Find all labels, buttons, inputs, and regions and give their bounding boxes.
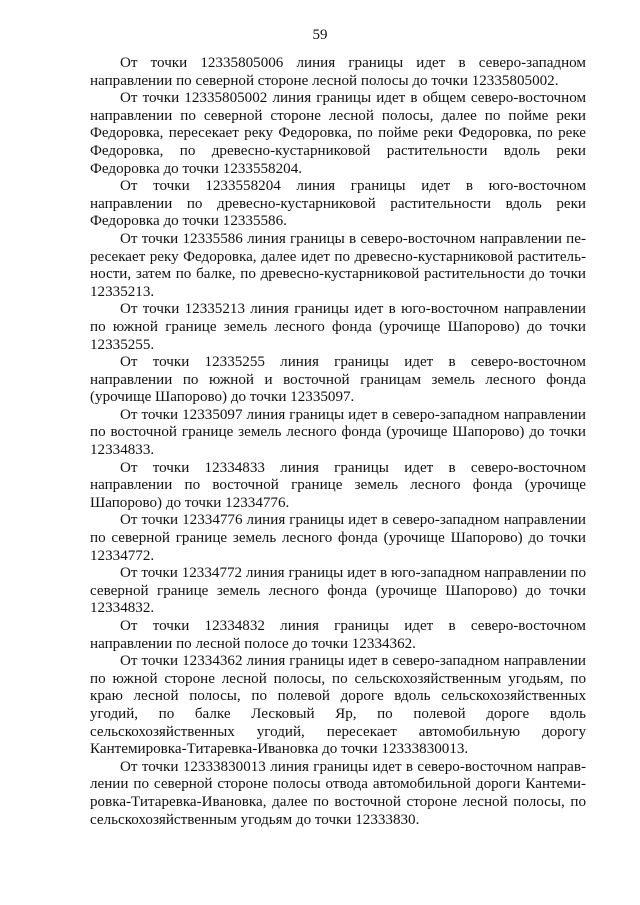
page-number: 59 bbox=[312, 27, 328, 43]
paragraph: От точки 12334832 линия границы идет в северо-восточном направлении по лесной полосе до точки 12334362. bbox=[90, 618, 586, 652]
paragraph: От точки 12333830013 линия границы идет в северо-восточном направлении по северной стороне полосы отвода автомобильной дороги Кантемировка-Титаревка-Ивановка, далее по восточной стороне лесной полосы, по сельскохозяйственным угодьям до точки 12333830. bbox=[90, 758, 586, 828]
paragraph: От точки 12335213 линия границы идет в юго-восточном направлении по южной границе земель лесного фонда (урочище Шапорово) до точки 12335255. bbox=[90, 301, 586, 353]
paragraph: От точки 1233558204 линия границы идет в юго-восточном направлении по древесно-кустарниковой растительности вдоль реки Федоровка до точки 12335586. bbox=[90, 178, 586, 230]
paragraph: От точки 12335805002 линия границы идет в общем северо-восточном направлении по северной стороне лесной полосы, далее по пойме реки Федоровка, пересекает реку Федоровка, по пойме реки Федоровка, по реке Федоровка, по древесно-кустарниковой растительности вдоль реки Федоровка до точки 1233558204. bbox=[90, 90, 586, 177]
page-body bbox=[90, 55, 586, 829]
paragraph: От точки 12334833 линия границы идет в северо-восточном направлении по восточной границе земель лесного фонда (урочище Шапорово) до точки 12334776. bbox=[90, 459, 586, 511]
paragraph: От точки 12334776 линия границы идет в северо-западном направлении по северной границе земель лесного фонда (урочище Шапорово) до точки 12334772. bbox=[90, 512, 586, 564]
paragraph: От точки 12334772 линия границы идет в юго-западном направлении по северной границе земель лесного фонда (урочище Шапорово) до точки 12334832. bbox=[90, 565, 586, 617]
paragraph: От точки 12335255 линия границы идет в северо-восточном направлении по южной и восточной границам земель лесного фонда (урочище Шапорово) до точки 12335097. bbox=[90, 354, 586, 406]
paragraph: От точки 12335805006 линия границы идет в северо-западном направлении по северной стороне лесной полосы до точки 12335805002. bbox=[90, 55, 586, 89]
paragraph: От точки 12335586 линия границы в северо-восточном направлении пересекает реку Федоровка, далее идет по древесно-кустарниковой растительности, затем по балке, по древесно-кустарниковой растительности до точки 12335213. bbox=[90, 230, 586, 300]
paragraph: От точки 12335097 линия границы идет в северо-западном направлении по восточной границе земель лесного фонда (урочище Шапорово) до точки 12334833. bbox=[90, 406, 586, 459]
paragraph: От точки 12334362 линия границы идет в северо-западном направлении по южной стороне лесной полосы, по сельскохозяйственным угодьям, по краю лесной полосы, по полевой дороге вдоль сельскохозяйственных угодий, по балке Лесковый Яр, по полевой дороге вдоль сельскохозяйственных угодий, пересекает автомобильную дорогу Кантемировка-Титаревка-Ивановка до точки 12333830013. bbox=[90, 653, 586, 758]
